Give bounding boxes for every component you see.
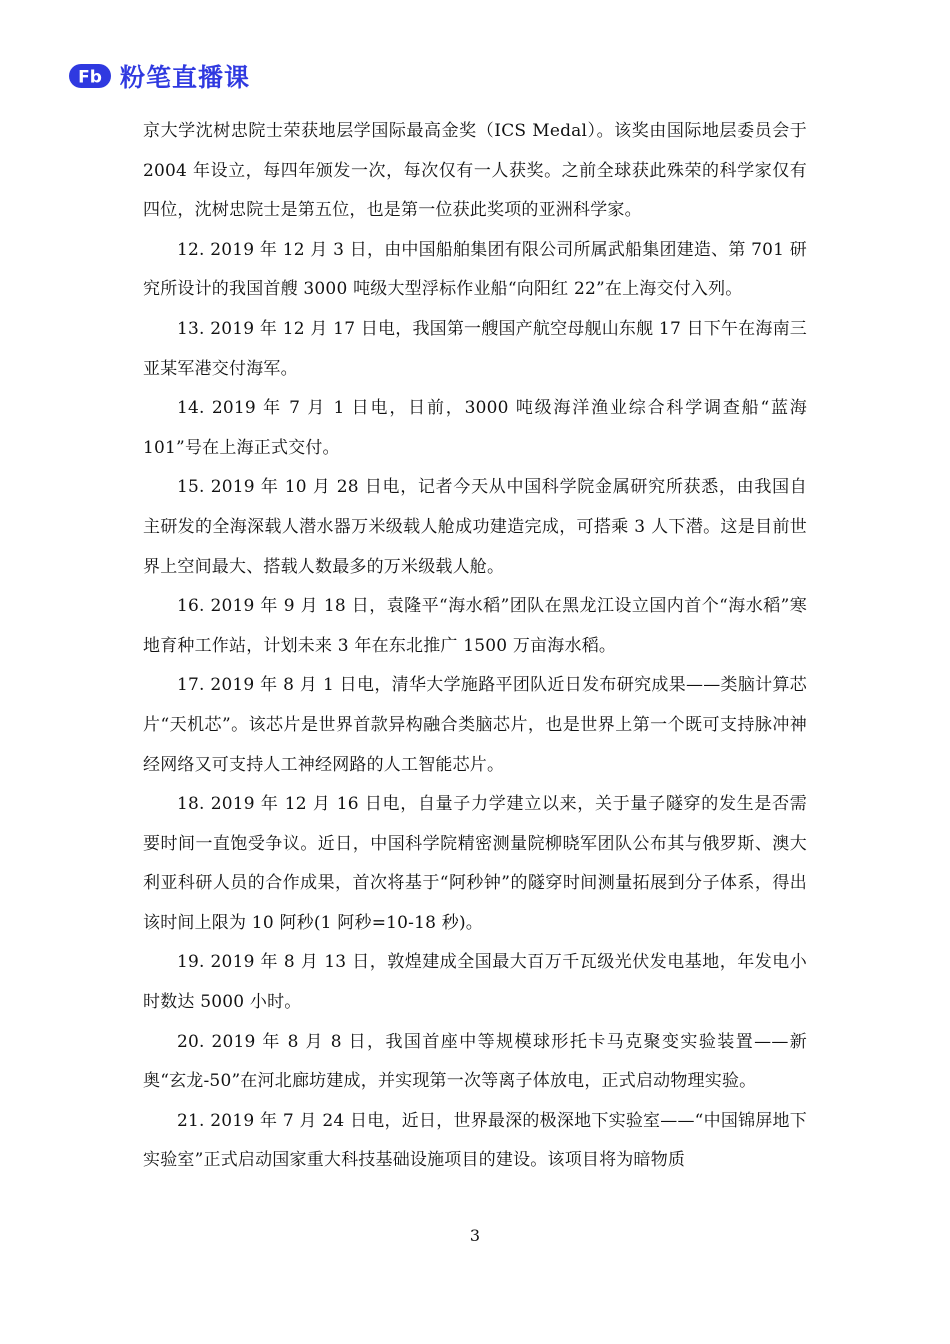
- paragraph-item-13: 13. 2019 年 12 月 17 日电，我国第一艘国产航空母舰山东舰 17 日下午在海南三亚某军港交付海军。: [143, 318, 807, 379]
- brand-name: 粉笔直播课: [120, 63, 251, 92]
- paragraph-item-21: 21. 2019 年 7 月 24 日电，近日，世界最深的极深地下实验室——“中国锦屏地下实验室”正式启动国家重大科技基础设施项目的建设。该项目将为暗物质: [143, 1110, 807, 1171]
- paragraph-item-14: 14. 2019 年 7 月 1 日电，日前，3000 吨级海洋渔业综合科学调查船“蓝海 101”号在上海正式交付。: [143, 398, 807, 458]
- paragraph-item-18: 18. 2019 年 12 月 16 日电，自量子力学建立以来，关于量子隧穿的发生是否需要时间一直饱受争议。近日，中国科学院精密测量院柳晓军团队公布其与俄罗斯、澳大利亚科研人员的合作成果，首次将基于“阿秒钟”的隧穿时间测量拓展到分子体系，得出该时间上限为 10 阿秒(1 阿秒=10-18 秒)。: [143, 794, 807, 933]
- paragraph-item-12: 12. 2019 年 12 月 3 日，由中国船舶集团有限公司所属武船集团建造、第 701 研究所设计的我国首艘 3000 吨级大型浮标作业船“向阳红 22”在上海交付入列。: [143, 239, 807, 300]
- paragraph-item-17: 17. 2019 年 8 月 1 日电，清华大学施路平团队近日发布研究成果——类脑计算芯片“天机芯”。该芯片是世界首款异构融合类脑芯片，也是世界上第一个既可支持脉冲神经网络又可支持人工神经网路的人工智能芯片。: [143, 675, 807, 775]
- page-number: 3: [469, 1226, 481, 1245]
- document-body: [143, 112, 807, 1181]
- paragraph-item-16: 16. 2019 年 9 月 18 日，袁隆平“海水稻”团队在黑龙江设立国内首个“海水稻”寒地育种工作站，计划未来 3 年在东北推广 1500 万亩海水稻。: [143, 596, 807, 656]
- paragraph-continuation: 京大学沈树忠院士荣获地层学国际最高金奖（ICS Medal）。该奖由国际地层委员会于 2004 年设立，每四年颁发一次，每次仅有一人获奖。之前全球获此殊荣的科学家仅有四位，沈树忠院士是第五位，也是第一位获此奖项的亚洲科学家。: [143, 121, 807, 221]
- page-header: [68, 56, 250, 96]
- paragraph-item-15: 15. 2019 年 10 月 28 日电，记者今天从中国科学院金属研究所获悉，由我国自主研发的全海深载人潜水器万米级载人舱成功建造完成，可搭乘 3 人下潜。这是目前世界上空间最大、搭载人数最多的万米级载人舱。: [143, 477, 807, 577]
- fenbi-logo-icon: [68, 61, 112, 91]
- paragraph-item-19: 19. 2019 年 8 月 13 日，敦煌建成全国最大百万千瓦级光伏发电基地，年发电小时数达 5000 小时。: [143, 952, 807, 1013]
- svg-text:Fb: Fb: [78, 67, 102, 88]
- paragraph-item-20: 20. 2019 年 8 月 8 日，我国首座中等规模球形托卡马克聚变实验装置——新奥“玄龙-50”在河北廊坊建成，并实现第一次等离子体放电，正式启动物理实验。: [143, 1031, 807, 1092]
